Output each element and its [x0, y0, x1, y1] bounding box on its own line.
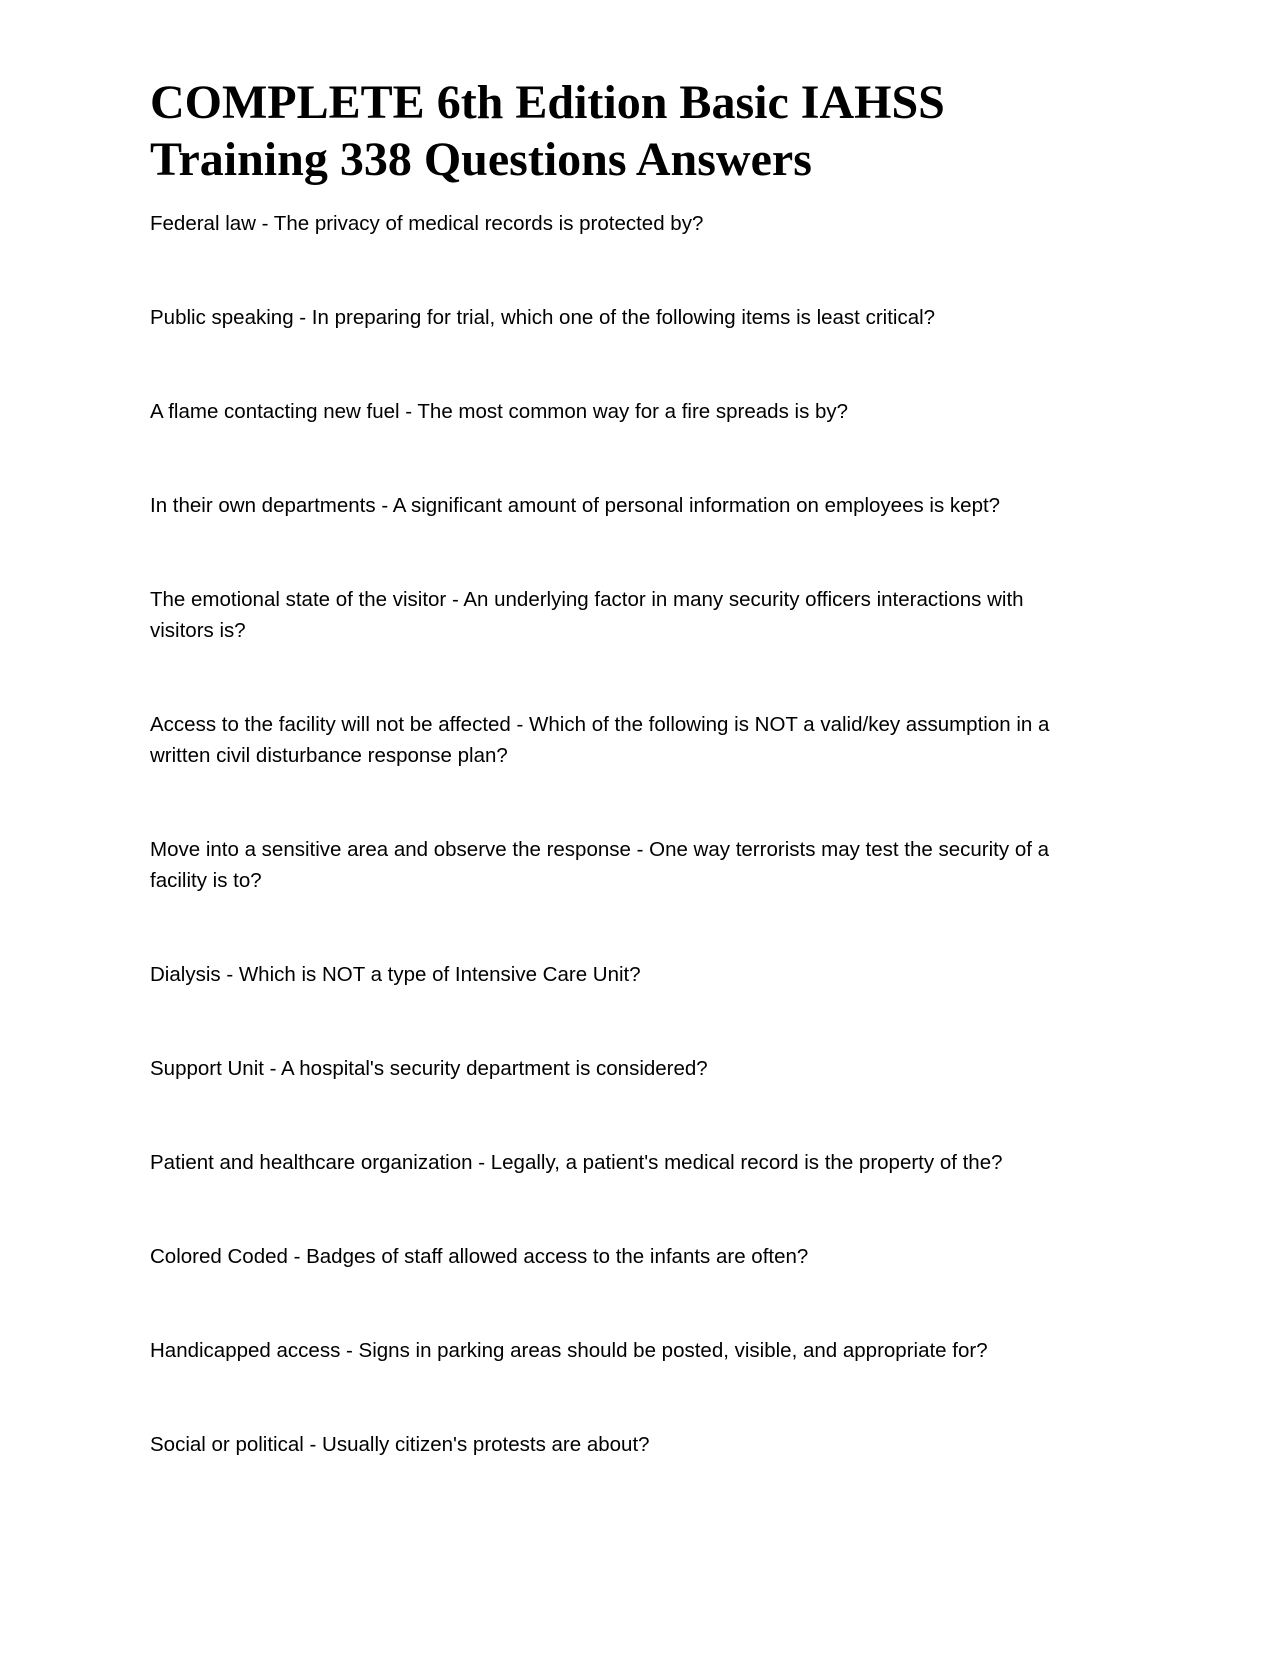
- qa-item: A flame contacting new fuel - The most common way for a fire spreads is by?: [150, 400, 849, 423]
- qa-item: Colored Coded - Badges of staff allowed access to the infants are often?: [150, 1245, 809, 1268]
- document-title: COMPLETE 6th Edition Basic IAHSS Training 338 Questions Answers: [150, 76, 945, 186]
- qa-item: Move into a sensitive area and observe the response - One way terrorists may test the security of a facility is to?: [150, 838, 1050, 892]
- qa-item: Patient and healthcare organization - Legally, a patient's medical record is the property of the?: [150, 1151, 1003, 1174]
- qa-item: Public speaking - In preparing for trial, which one of the following items is least critical?: [150, 306, 936, 329]
- qa-item: In their own departments - A significant amount of personal information on employees is kept?: [150, 494, 1001, 517]
- qa-item: Support Unit - A hospital's security department is considered?: [150, 1057, 708, 1080]
- qa-item: Dialysis - Which is NOT a type of Intensive Care Unit?: [150, 963, 641, 986]
- qa-item: Social or political - Usually citizen's protests are about?: [150, 1433, 650, 1456]
- qa-item: Access to the facility will not be affected - Which of the following is NOT a valid/key assumption in a written civil disturbance response plan?: [150, 713, 1050, 767]
- qa-item: Handicapped access - Signs in parking areas should be posted, visible, and appropriate for?: [150, 1339, 988, 1362]
- qa-item: The emotional state of the visitor - An underlying factor in many security officers interactions with visitors is?: [150, 588, 1024, 642]
- qa-item: Federal law - The privacy of medical records is protected by?: [150, 212, 704, 235]
- document-body: [150, 74, 1090, 1523]
- qa-list: [150, 208, 1090, 1460]
